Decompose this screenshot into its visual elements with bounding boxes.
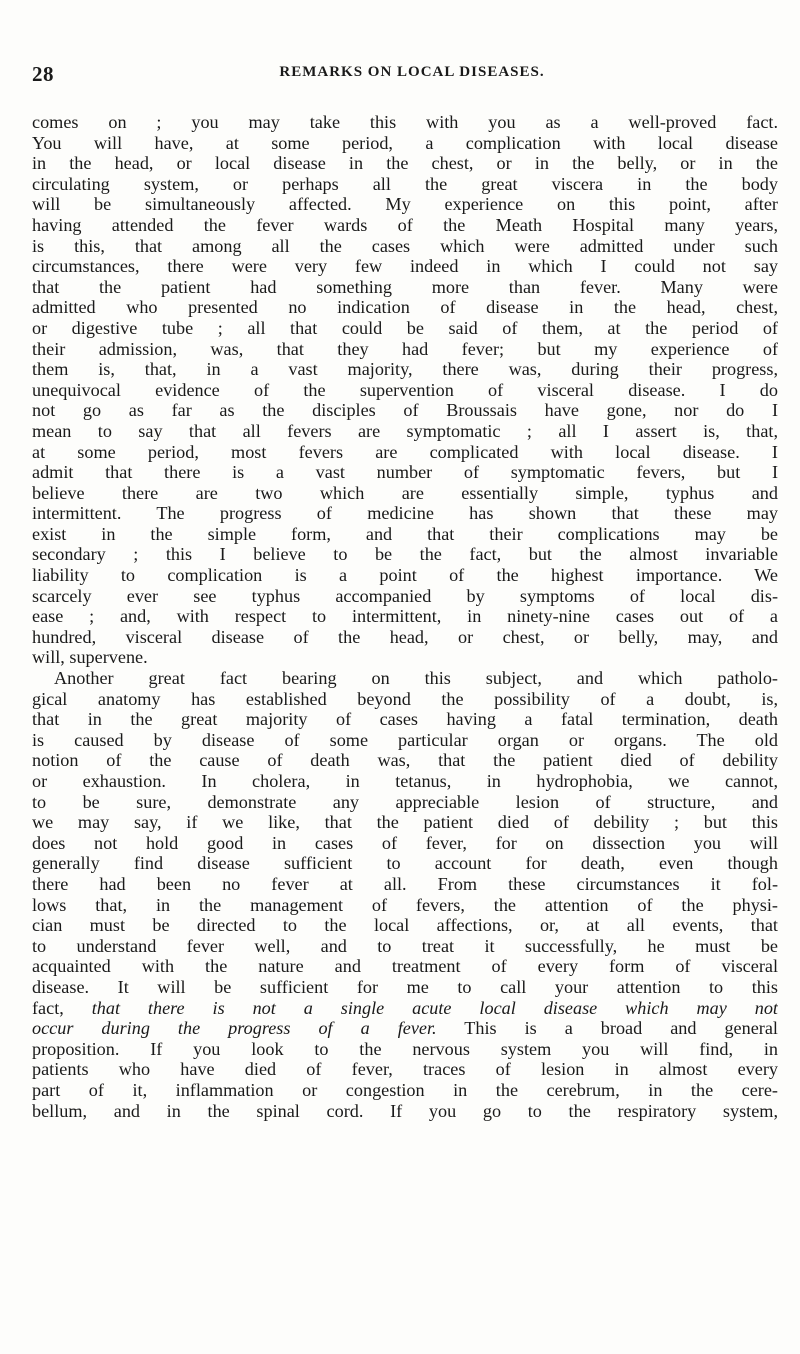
text-line: comes on ; you may take this with you as a well-proved fact. (32, 112, 778, 132)
text-line: having attended the fever wards of the Meath Hospital many years, (32, 214, 778, 235)
text-line: there had been no fever at all. From these circumstances it fol- (32, 873, 778, 894)
text-line: unequivocal evidence of the supervention of visceral disease. I do (32, 379, 778, 400)
text-line: cian must be directed to the local affections, or, at all events, that (32, 915, 778, 936)
text-line: acquainted with the nature and treatment of every form of visceral (32, 956, 778, 977)
text-line: to understand fever well, and to treat it successfully, he must be (32, 935, 778, 956)
text-line: notion of the cause of death was, that the patient died of debility (32, 750, 778, 771)
text-line: secondary ; this I believe to be the fact, but the almost invariable (32, 544, 778, 565)
text-line: hundred, visceral disease of the head, or chest, or belly, may, and (32, 626, 778, 647)
text-line: that in the great majority of cases having a fatal termination, death (32, 709, 778, 730)
page-number: 28 (32, 62, 54, 86)
text-line: believe there are two which are essentially simple, typhus and (32, 482, 778, 503)
text-line: exist in the simple form, and that their complications may be (32, 523, 778, 544)
text-line-with-italic (32, 1018, 778, 1039)
text-line: at some period, most fevers are complicated with local disease. I (32, 441, 778, 462)
text-line: not go as far as the disciples of Broussais have gone, nor do I (32, 400, 778, 421)
text-line-with-italic (32, 998, 778, 1019)
text-line: part of it, inflammation or congestion in the cerebrum, in the cere- (32, 1079, 778, 1100)
body-text (32, 112, 778, 1121)
text-line: is caused by disease of some particular organ or organs. The old (32, 729, 778, 750)
text-line: circulating system, or perhaps all the great viscera in the body (32, 173, 778, 194)
page-header (32, 62, 772, 86)
text-line: admit that there is a vast number of symptomatic fevers, but I (32, 462, 778, 483)
text-line: lows that, in the management of fevers, the attention of the physi- (32, 894, 778, 915)
text-line: or digestive tube ; all that could be said of them, at the period of (32, 317, 778, 338)
text-line: intermittent. The progress of medicine has shown that these may (32, 503, 778, 524)
text-line: we may say, if we like, that the patient died of debility ; but this (32, 812, 778, 833)
text-line: their admission, was, that they had fever; but my experience of (32, 338, 778, 359)
text-line: liability to complication is a point of the highest importance. We (32, 565, 778, 586)
text-line: ease ; and, with respect to intermittent, in ninety-nine cases out of a (32, 606, 778, 627)
text-line: or exhaustion. In cholera, in tetanus, in hydrophobia, we cannot, (32, 771, 778, 791)
text-line: bellum, and in the spinal cord. If you go to the respiratory system, (32, 1100, 778, 1121)
text-line: generally find disease sufficient to account for death, even though (32, 853, 778, 874)
text-line: scarcely ever see typhus accompanied by symptoms of local dis- (32, 585, 778, 606)
text-line: disease. It will be sufficient for me to call your attention to this (32, 976, 778, 997)
text-line-paragraph-end: will, supervene. (32, 647, 148, 668)
running-title: REMARKS ON LOCAL DISEASES. (279, 64, 545, 80)
italic-text-run: that there is not a single acute local disease which may not (91, 997, 778, 1018)
text-line: will be simultaneously affected. My experience on this point, after (32, 194, 778, 215)
text-line: You will have, at some period, a complication with local disease (32, 132, 778, 153)
text-line-paragraph-start: Another great fact bearing on this subject, and which patholo- (54, 668, 778, 689)
text-line: in the head, or local disease in the chest, or in the belly, or in the (32, 153, 778, 174)
text-line: that the patient had something more than fever. Many were (32, 276, 778, 297)
text-line: proposition. If you look to the nervous system you will find, in (32, 1038, 778, 1059)
text-run: This is a broad and general (436, 1018, 778, 1039)
italic-text-run: occur during the progress of a fever. (32, 1018, 437, 1039)
text-line: mean to say that all fevers are symptomatic ; all I assert is, that, (32, 420, 778, 441)
text-line: to be sure, demonstrate any appreciable lesion of structure, and (32, 791, 778, 812)
text-line: gical anatomy has established beyond the possibility of a doubt, is, (32, 688, 778, 709)
text-line: admitted who presented no indication of disease in the head, chest, (32, 297, 778, 318)
text-line: does not hold good in cases of fever, for on dissection you will (32, 832, 778, 853)
text-line: them is, that, in a vast majority, there was, during their progress, (32, 359, 778, 380)
text-run: fact, (32, 997, 92, 1018)
text-line: patients who have died of fever, traces of lesion in almost every (32, 1059, 778, 1080)
text-line: circumstances, there were very few indeed in which I could not say (32, 256, 778, 277)
text-line: is this, that among all the cases which were admitted under such (32, 235, 778, 256)
